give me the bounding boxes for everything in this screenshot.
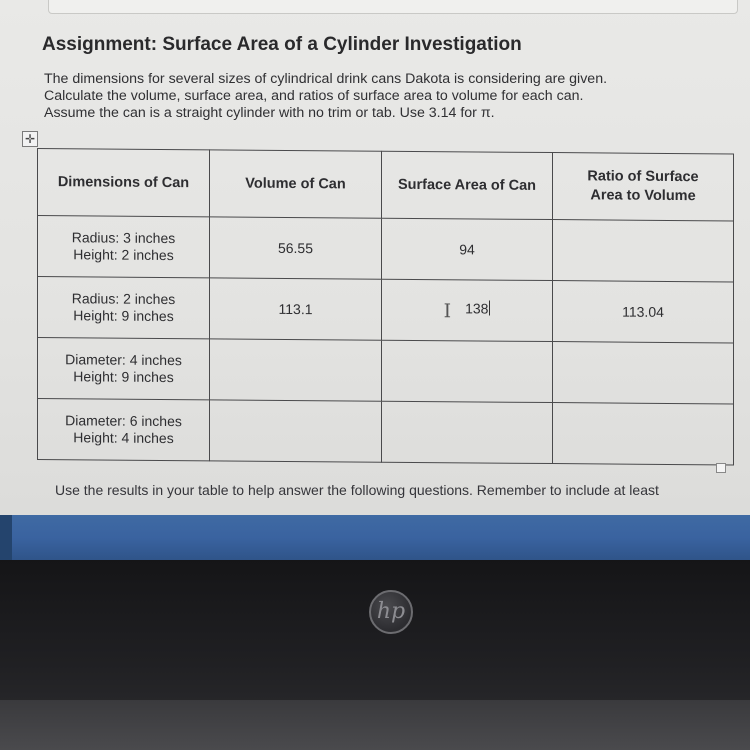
volume-cell[interactable] (210, 339, 382, 401)
instruction-line: The dimensions for several sizes of cylindrical drink cans Dakota is considering are given. (44, 71, 608, 87)
assignment-title: Assignment: Surface Area of a Cylinder Investigation (42, 34, 522, 55)
dimensions-cell: Diameter: 6 inches Height: 4 inches (38, 399, 210, 461)
taskbar (0, 515, 750, 560)
surface-area-cell[interactable]: 94 (382, 218, 553, 280)
laptop-hinge (0, 700, 750, 750)
text-caret (489, 301, 490, 316)
ratio-cell[interactable] (553, 342, 734, 404)
table-header-row (38, 149, 734, 221)
table-row (38, 399, 734, 465)
volume-cell[interactable]: 56.55 (210, 217, 382, 279)
table-row (38, 277, 734, 343)
follow-up-instructions: Use the results in your table to help answer the following questions. Remember to include at least (55, 482, 659, 498)
dimensions-cell: Diameter: 4 inches Height: 9 inches (38, 338, 210, 400)
volume-cell[interactable] (210, 400, 382, 462)
header-volume: Volume of Can (210, 150, 382, 218)
header-dimensions: Dimensions of Can (38, 149, 210, 217)
dimensions-cell: Radius: 2 inches Height: 9 inches (38, 277, 210, 339)
taskbar-edge (0, 515, 12, 560)
header-ratio: Ratio of Surface Area to Volume (553, 153, 734, 221)
ratio-cell[interactable]: 113.04 (553, 281, 734, 343)
text-cursor-icon: I (443, 300, 452, 323)
instruction-line: Assume the can is a straight cylinder with no trim or tab. Use 3.14 for π. (44, 105, 495, 121)
surface-area-cell[interactable] (382, 401, 553, 463)
surface-area-input-value[interactable]: 138 (465, 300, 489, 317)
table-resize-handle[interactable] (716, 463, 726, 473)
table-row (38, 216, 734, 282)
dimensions-cell: Radius: 3 inches Height: 2 inches (38, 216, 210, 278)
previous-section-card (48, 0, 738, 14)
surface-area-cell[interactable] (382, 340, 553, 402)
ratio-cell[interactable] (553, 403, 734, 465)
table-move-handle-icon[interactable]: ✛ (22, 131, 38, 147)
table-row (38, 338, 734, 404)
header-surface-area: Surface Area of Can (382, 151, 553, 219)
assignment-instructions (44, 71, 724, 122)
cylinder-table (37, 148, 734, 465)
ratio-cell[interactable] (553, 220, 734, 282)
surface-area-cell-active[interactable] (382, 279, 553, 341)
instruction-line: Calculate the volume, surface area, and ratios of surface area to volume for each can. (44, 88, 584, 104)
hp-logo-icon: hp (369, 590, 413, 634)
volume-cell[interactable]: 113.1 (210, 278, 382, 340)
